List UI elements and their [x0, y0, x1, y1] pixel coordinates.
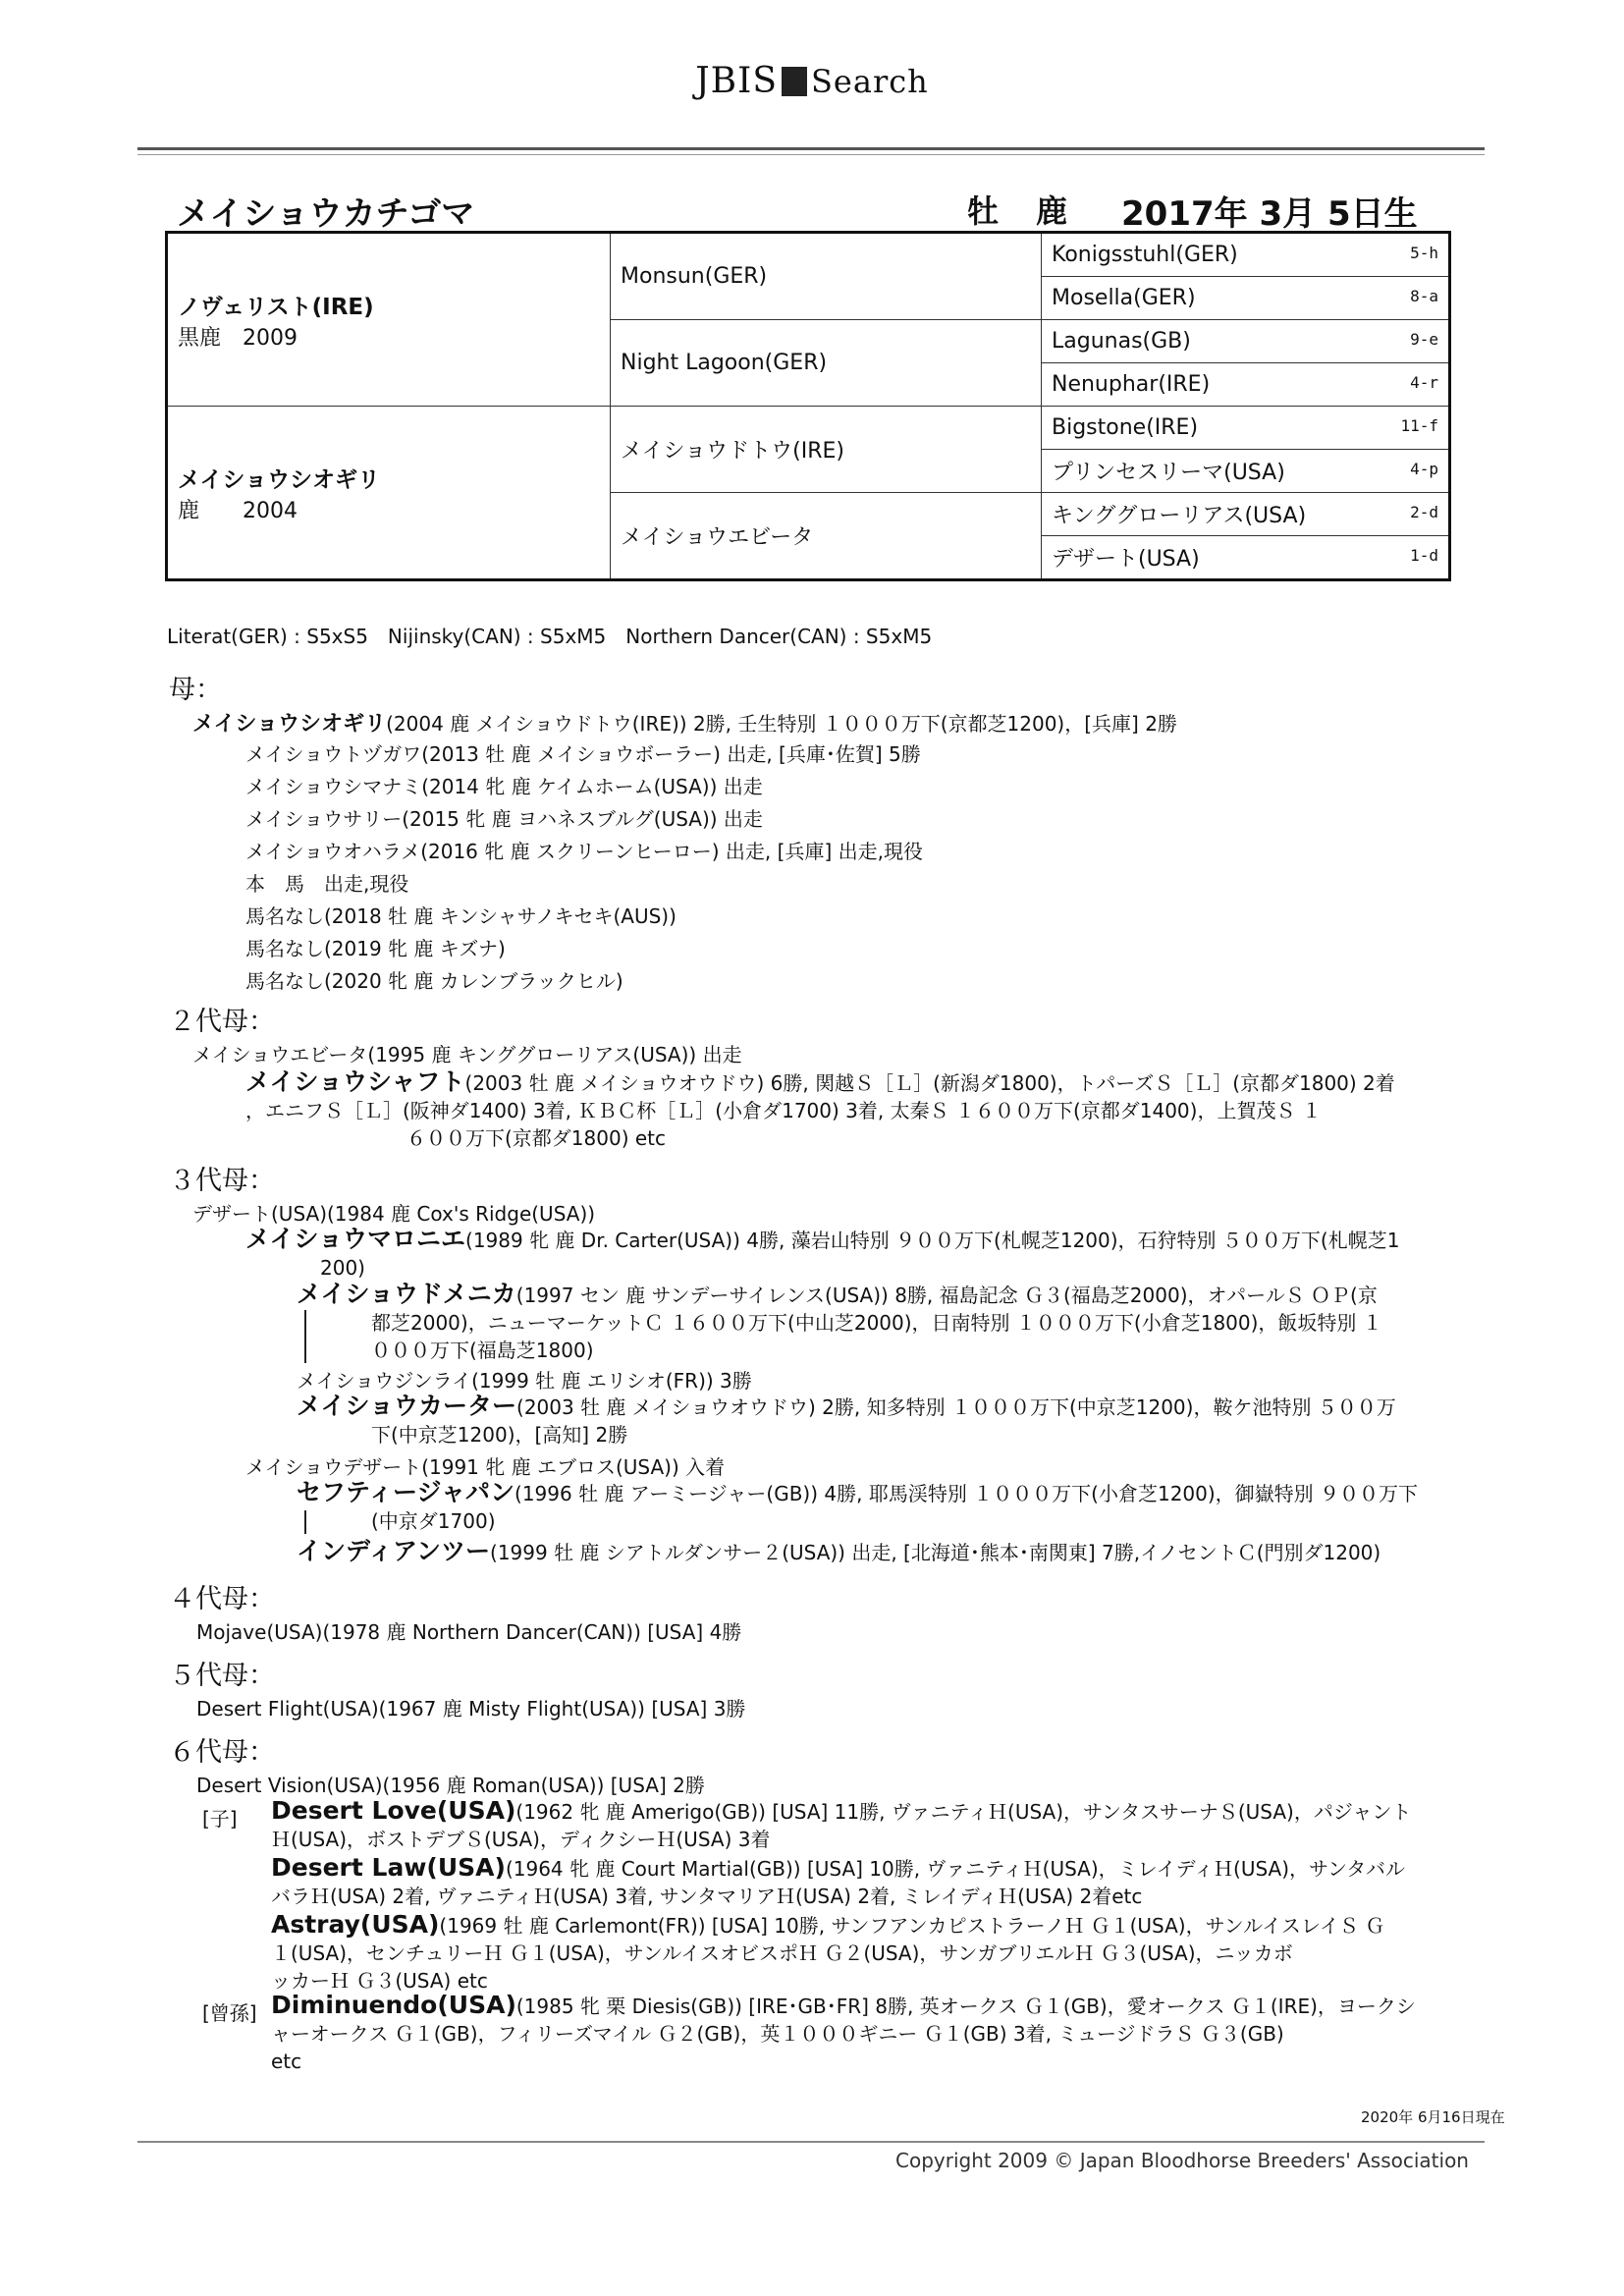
g3-entry-carter [297, 1393, 1485, 1449]
g3-b-text: (1997 セン 鹿 サンデーサイレンス(USA)) 8勝, 福島記念 Ｇ３(福島芝2000)，オパールＳ ＯＰ(京 [515, 1284, 1378, 1307]
g3-a-text: 200) [320, 1256, 365, 1280]
header-rule [137, 147, 1485, 150]
g3-g-text: (1999 牡 鹿 シアトルダンサー２(USA)) 出走, [北海道･熊本･南関東] 7勝,イノセントＣ(門別ダ1200) [490, 1541, 1381, 1564]
g6-h4-text: (1985 牝 栗 Diesis(GB)) [IRE･GB･FR] 8勝, 英オークス Ｇ１(GB)，愛オークス Ｇ１(IRE)，ヨークシ [515, 1995, 1416, 2018]
g6-h1-text: Ｈ(USA)，ボストデブＳ(USA)，ディクシーＨ(USA) 3着 [271, 1828, 771, 1851]
g3-f-name: セフティージャパン [297, 1478, 515, 1506]
logo-search: Search [811, 63, 929, 100]
g6-h4-text: etc [271, 2050, 302, 2073]
family-number: 9-e [1410, 330, 1438, 349]
horse-color: 鹿 [1036, 192, 1068, 230]
pedigree-sire [167, 233, 611, 407]
g2-child-text: ６００万下(京都ダ1800) etc [406, 1126, 667, 1150]
g6-h1-text: (1962 牝 鹿 Amerigo(GB)) [USA] 11勝, ヴァニティＨ(USA)，サンタスサーナＳ(USA)，パジャント [515, 1800, 1412, 1824]
pedigree-g3-cell [1042, 536, 1450, 580]
g2-child-text: ，エニフＳ［Ｌ］(阪神ダ1400) 3着, ＫＢＣ杯［Ｌ］(小倉ダ1700) 3着, 太秦Ｓ １６００万下(京都ダ1400)，上賀茂Ｓ １ [245, 1099, 1322, 1122]
g6-h1-name: Desert Love(USA) [271, 1796, 516, 1825]
g6-entry-diminuendo [271, 1992, 1485, 2075]
g3-entry-safety-japan [297, 1479, 1485, 1535]
g3-name: Konigsstuhl(GER) [1052, 243, 1238, 267]
pedigree-g3-cell [1042, 233, 1450, 277]
pedigree-dam-dam: メイショウエビータ [611, 493, 1042, 580]
g6-h3-text: １(USA)，センチュリーＨ Ｇ１(USA)，サンルイスオビスポＨ Ｇ２(USA)，サンガブリエルＨ Ｇ３(USA)，ニッカボ [271, 1941, 1293, 1965]
g3-b-text: 都芝2000)，ニューマーケットＣ １６００万下(中山芝2000)，日南特別 １０００万下(小倉芝1800)，飯坂特別 １ [371, 1311, 1382, 1335]
sibling-line: 本 馬 出走,現役 [245, 872, 409, 896]
family-number: 4-p [1410, 460, 1438, 478]
g3-name: Mosella(GER) [1052, 286, 1196, 310]
horse-sex: 牡 [967, 192, 1000, 230]
g6-entry-desert-love [271, 1797, 1485, 1853]
g3-b-name: メイショウドメニカ [297, 1280, 516, 1308]
g3-e-line: メイショウデザート(1991 牝 鹿 エブロス(USA)) 入着 [245, 1455, 726, 1479]
dam-name: メイショウシオギリ [178, 466, 381, 493]
g3-d-text: (2003 牡 鹿 メイショウオウドウ) 2勝, 知多特別 １０００万下(中京芝1200)，鞍ケ池特別 ５００万 [516, 1395, 1396, 1419]
header-rule-thin [137, 154, 1485, 155]
dam-info: 鹿 2004 [178, 498, 298, 523]
g3-name: プリンセスリーマ(USA) [1052, 461, 1285, 485]
family-number: 11-f [1400, 416, 1438, 435]
family-number: 8-a [1410, 287, 1438, 305]
inbreeding-line: Literat(GER) : S5xS5 Nijinsky(CAN) : S5xM5 Northern Dancer(CAN) : S5xM5 [167, 625, 933, 648]
g3-entry-indian-two [297, 1538, 1485, 1566]
as-of-date: 2020年 6月16日現在 [1361, 2108, 1505, 2126]
g6-h2-text: バラＨ(USA) 2着, ヴァニティＨ(USA) 3着, サンタマリアＨ(USA) 2着, ミレイディＨ(USA) 2着etc [271, 1885, 1143, 1908]
sibling-line: メイショウトヅガワ(2013 牡 鹿 メイショウボーラー) 出走, [兵庫･佐賀] 5勝 [245, 742, 921, 766]
sibling-line: 馬名なし(2019 牝 鹿 キズナ) [245, 937, 506, 960]
g2-child-text: (2003 牡 鹿 メイショウオウドウ) 6勝, 関越Ｓ［Ｌ］(新潟ダ1800)，トパーズＳ［Ｌ］(京都ダ1800) 2着 [464, 1071, 1395, 1095]
family-number: 4-r [1410, 373, 1438, 392]
sire-name: ノヴェリスト(IRE) [178, 294, 374, 320]
tree-connector [304, 1510, 306, 1534]
g3-g-name: インディアンツー [297, 1537, 491, 1565]
g3-name: Bigstone(IRE) [1052, 415, 1199, 440]
family-number: 5-h [1410, 244, 1438, 262]
tree-connector [304, 1310, 306, 1363]
dam-main-name: メイショウシオギリ [192, 712, 387, 737]
g3-a-name: メイショウマロニエ [245, 1225, 466, 1253]
g3-f-text: (中京ダ1700) [371, 1509, 496, 1533]
tag-great-grandchild: [曾孫] [202, 2001, 257, 2025]
g3-name: Nenuphar(IRE) [1052, 372, 1211, 397]
pedigree-g3-cell [1042, 277, 1450, 320]
g6-h2-text: (1964 牝 鹿 Court Martial(GB)) [USA] 10勝, ヴァニティＨ(USA)，ミレイディＨ(USA)，サンタバル [505, 1857, 1406, 1881]
section-g4-title: ４代母： [169, 1584, 275, 1614]
pedigree-dam [167, 407, 611, 580]
pedigree-g3-cell [1042, 450, 1450, 493]
g2-dam-line: メイショウエビータ(1995 鹿 キンググローリアス(USA)) 出走 [192, 1043, 742, 1066]
g3-name: キンググローリアス(USA) [1052, 504, 1307, 528]
sibling-line: メイショウオハラメ(2016 牝 鹿 スクリーンヒーロー) 出走, [兵庫] 出走,現役 [245, 840, 923, 863]
horse-birthdate: 2017年 3月 5日生 [1121, 194, 1418, 234]
logo-main: JBIS [695, 61, 778, 101]
pedigree-g3-cell [1042, 320, 1450, 363]
g6-h3-text: ッカーＨ Ｇ３(USA) etc [271, 1969, 488, 1993]
g5-dam-line: Desert Flight(USA)(1967 鹿 Misty Flight(USA)) [USA] 3勝 [196, 1697, 746, 1721]
logo-icon [782, 67, 807, 96]
g6-entry-astray [271, 1911, 1485, 1995]
sibling-line: メイショウシマナミ(2014 牝 鹿 ケイムホーム(USA)) 出走 [245, 775, 763, 798]
sire-info: 黒鹿 2009 [178, 325, 298, 351]
section-g3-title: ３代母： [169, 1166, 275, 1196]
g6-h3-name: Astray(USA) [271, 1910, 440, 1939]
dam-main-text: (2004 鹿 メイショウドトウ(IRE)) 2勝, 壬生特別 １０００万下(京都芝1200)，[兵庫] 2勝 [386, 712, 1177, 736]
section-g2-title: ２代母： [169, 1007, 275, 1037]
g3-entry-maronie [245, 1226, 1483, 1282]
g3-f-text: (1996 牡 鹿 アーミージャー(GB)) 4勝, 耶馬渓特別 １０００万下(小倉芝1200)，御嶽特別 ９００万下 [514, 1482, 1419, 1505]
copyright: Copyright 2009 © Japan Bloodhorse Breeders' Association [895, 2149, 1469, 2172]
g3-entry-domenica [297, 1281, 1485, 1364]
g3-d-name: メイショウカーター [297, 1392, 517, 1420]
pedigree-g3-cell [1042, 493, 1450, 536]
sibling-line: メイショウサリー(2015 牝 鹿 ヨハネスブルグ(USA)) 出走 [245, 807, 763, 831]
section-dam-title: 母： [169, 675, 222, 705]
g3-name: デザート(USA) [1052, 547, 1200, 572]
pedigree-dam-sire: メイショウドトウ(IRE) [611, 407, 1042, 493]
pedigree-table [165, 231, 1451, 581]
pedigree-sire-dam: Night Lagoon(GER) [611, 320, 1042, 407]
footer-rule [137, 2141, 1485, 2143]
g3-a-text: (1989 牝 鹿 Dr. Carter(USA)) 4勝, 藻岩山特別 ９００万下(札幌芝1200)，石狩特別 ５００万下(札幌芝1 [465, 1229, 1400, 1252]
g3-d-text: 下(中京芝1200)，[高知] 2勝 [371, 1423, 628, 1447]
section-g6-title: ６代母： [169, 1737, 275, 1768]
g6-h2-name: Desert Law(USA) [271, 1853, 506, 1882]
tag-child: [子] [202, 1807, 238, 1831]
sibling-line: 馬名なし(2018 牡 鹿 キンシャサノキセキ(AUS)) [245, 904, 677, 928]
section-g5-title: ５代母： [169, 1661, 275, 1691]
g6-entry-desert-law [271, 1854, 1485, 1910]
family-number: 1-d [1410, 546, 1438, 565]
pedigree-g3-cell [1042, 407, 1450, 450]
g4-dam-line: Mojave(USA)(1978 鹿 Northern Dancer(CAN)) [USA] 4勝 [196, 1620, 742, 1644]
g3-name: Lagunas(GB) [1052, 329, 1191, 354]
family-number: 2-d [1410, 503, 1438, 521]
g3-b-text: ０００万下(福島芝1800) [371, 1339, 594, 1362]
sibling-line: 馬名なし(2020 牝 鹿 カレンブラックヒル) [245, 969, 623, 993]
g6-dam-line: Desert Vision(USA)(1956 鹿 Roman(USA)) [USA] 2勝 [196, 1774, 705, 1797]
g2-child-entry [245, 1068, 1483, 1152]
horse-name: メイショウカチゴマ [177, 194, 475, 234]
g3-dam-line: デザート(USA)(1984 鹿 Cox's Ridge(USA)) [192, 1202, 596, 1226]
dam-main-line [192, 707, 1177, 738]
g6-h3-text: (1969 牡 鹿 Carlemont(FR)) [USA] 10勝, サンフアンカピストラーノＨ Ｇ１(USA)，サンルイスレイＳ Ｇ [439, 1914, 1385, 1938]
pedigree-sire-sire: Monsun(GER) [611, 233, 1042, 320]
g6-h4-text: ャーオークス Ｇ１(GB)，フィリーズマイル Ｇ２(GB)，英１０００ギニー Ｇ１(GB) 3着, ミュージドラＳ Ｇ３(GB) [271, 2022, 1284, 2046]
g2-child-name: メイショウシャフト [245, 1067, 465, 1096]
pedigree-g3-cell [1042, 363, 1450, 407]
g3-c-line: メイショウジンライ(1999 牡 鹿 エリシオ(FR)) 3勝 [297, 1369, 752, 1393]
jbis-logo [0, 61, 1624, 101]
g6-h4-name: Diminuendo(USA) [271, 1991, 516, 2019]
